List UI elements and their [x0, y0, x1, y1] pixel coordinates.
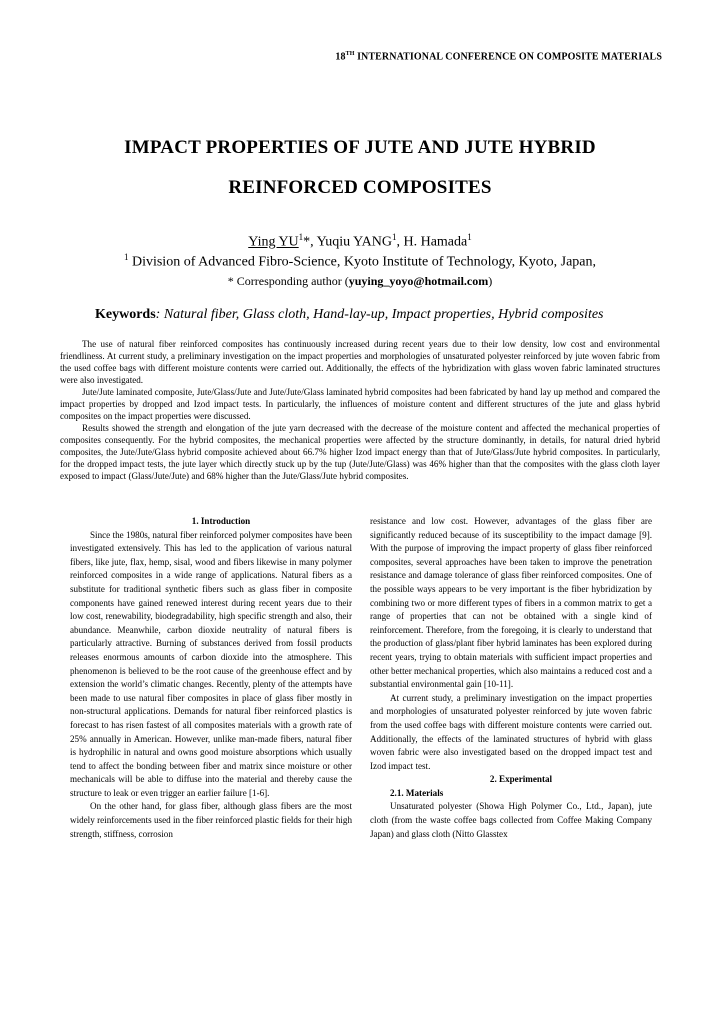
author-2-affiliation-mark: 1	[391, 232, 397, 242]
keywords-list: : Natural fiber, Glass cloth, Hand-lay-up, Impact properties, Hybrid composites	[155, 307, 604, 322]
abstract	[60, 338, 660, 482]
author-list	[0, 232, 720, 251]
affiliation-mark: 1	[123, 252, 129, 262]
author-1: Ying YU	[248, 234, 299, 250]
left-column	[70, 515, 352, 841]
subsection-heading-materials: 2.1. Materials	[390, 787, 444, 798]
author-1-affiliation-mark: 1	[298, 232, 304, 242]
keywords-label: Keywords	[95, 307, 156, 322]
conference-header	[0, 51, 662, 62]
paper-title-line-2: REINFORCED COMPOSITES	[228, 177, 492, 198]
section-heading-introduction: 1. Introduction	[191, 516, 251, 526]
corresponding-mark: *,	[303, 234, 317, 250]
corresponding-author	[0, 274, 720, 289]
abstract-paragraph: The use of natural fiber reinforced composites has continuously increased during recent years due to their low density, low cost and environmental friendliness. At current study, a preliminary investigation on the impact properties and morphologies of unsaturated polyester reinforced by jute woven fabric from the used coffee bags with different moisture contents were carried out. Additionally, the effects of the hybridization with glass woven fabric laminated structures were also investigated.	[60, 339, 660, 385]
corresponding-prefix: * Corresponding author (	[227, 274, 349, 288]
abstract-paragraph: Jute/Jute laminated composite, Jute/Glass/Jute and Jute/Jute/Glass laminated hybrid composites had been fabricated by hand lay up method and compared the impact properties by dropped and Izod impact tests. In particularly, the influences of moisture content and different structures of the jute and glass hybrid composites on the impact properties were discussed.	[60, 387, 660, 421]
body-paragraph: Since the 1980s, natural fiber reinforced polymer composites have been investigated extensively. This has led to the application of various natural fibers, like jute, flax, hemp, sisal, wood and fibers likewise in many polymer reinforced composites in a wide range of applications. Natural fibers as a substitute for traditional synthetic fibers such as glass fiber in composite components have gained renewed interest during recent years due to their low cost, renewability, biodegradability, high specific strength and also, their abundance. Meanwhile, carbon dioxide neutrality of natural fibers is particularly attractive. Burning of substances derived from fossil products releases enormous amounts of carbon dioxide into the atmosphere. This phenomenon is believed to be the root cause of the greenhouse effect and by extension the world’s climatic changes. Recently, plenty of the attempts have been made to use natural fiber composites in place of glass fiber mostly in non-structural applications. Demands for natural fiber reinforced plastics is forecast to has risen fastest of all composites materials with a growth rate of 25% annually in American. However, unlike man-made fibers, natural fiber is hydrophilic in natural and owns good moisture absorptions which usually tend to affect the bonding between fiber and matrix since moisture or other mechanicals will be able to diffuse into the material and thereby cause the structure to leak or even trigger an earlier failure [1-6].	[70, 529, 352, 798]
affiliation	[0, 252, 720, 271]
abstract-paragraph: Results showed the strength and elongation of the jute yarn decreased with the decrease of the moisture content and affected the mechanical properties of composites consequently. For the hybrid composites, the mechanical properties were affected by the structure dominantly, in details, for natural dried hybrid composites, the Jute/Jute/Glass hybrid composite achieved about 66.7% higher Izod impact energy than that of Jute/Glass/Jute hybrid composites. In particularly, for the dropped impact tests, the jute layer which directly stuck up by the tup (Jute/Jute/Glass) was 46% higher than that the composites with the glass cloth layer exposed to impact (Glass/Jute/Jute) and 68% higher than the Jute/Glass/Jute hybrid composites.	[60, 423, 660, 481]
conference-name: INTERNATIONAL CONFERENCE ON COMPOSITE MATERIALS	[354, 51, 662, 63]
conference-number-suffix: TH	[345, 51, 355, 57]
body-paragraph: resistance and low cost. However, advantages of the glass fiber are significantly reduced because of its susceptibility to the impact damage [9]. With the purpose of improving the impact property of glass fiber reinforced composites, several approaches have been taken to improve the penetration resistance and damage tolerance of glass fiber reinforced composites. One of the possible ways appears to be very important is the fiber hybridization by combining two or more different types of fibers in a common matrix to get a range of properties that can not be obtained with a single kind of reinforcement. Therefore, from the foregoing, it is clearly to understand that the production of glass/plant fiber hybrid laminates has been explored during recent years, trying to obtain materials with sufficient impact properties and other better mechanical properties, which also maintains a reduced cost and a substantial environmental gain [10-11].	[370, 516, 652, 690]
paper-title-line-1: IMPACT PROPERTIES OF JUTE AND JUTE HYBRID	[124, 137, 596, 158]
right-column	[370, 515, 652, 841]
body-paragraph: At current study, a preliminary investigation on the impact properties and morphologies of unsaturated polyester reinforced by jute woven fabric from the used coffee bags with different moisture contents were carried out. Additionally, the effects of the laminated structures of hybrid with glass woven fabric were also investigated based on the dropped impact test and Izod impact test.	[370, 692, 652, 771]
author-3: H. Hamada	[403, 234, 468, 250]
section-heading-experimental: 2. Experimental	[489, 774, 553, 785]
author-3-affiliation-mark: 1	[467, 232, 472, 242]
corresponding-email: yuying_yoyo@hotmail.com	[348, 274, 489, 288]
author-separator: ,	[396, 234, 404, 250]
author-2: Yuqiu YANG	[316, 234, 392, 250]
corresponding-suffix: )	[488, 274, 493, 288]
body-paragraph: On the other hand, for glass fiber, although glass fibers are the most widely reinforcements used in the fiber reinforced plastic fields for their high strength, stiffness, corrosion	[70, 801, 352, 839]
affiliation-text: Division of Advanced Fibro-Science, Kyoto Institute of Technology, Kyoto, Japan,	[128, 254, 597, 270]
conference-number: 18	[335, 51, 346, 63]
keywords	[95, 307, 680, 323]
body-paragraph: Unsaturated polyester (Showa High Polymer Co., Ltd., Japan), jute cloth (from the waste coffee bags collected from Coffee Making Company Japan) and glass cloth (Nitto Glasstex	[370, 801, 652, 839]
